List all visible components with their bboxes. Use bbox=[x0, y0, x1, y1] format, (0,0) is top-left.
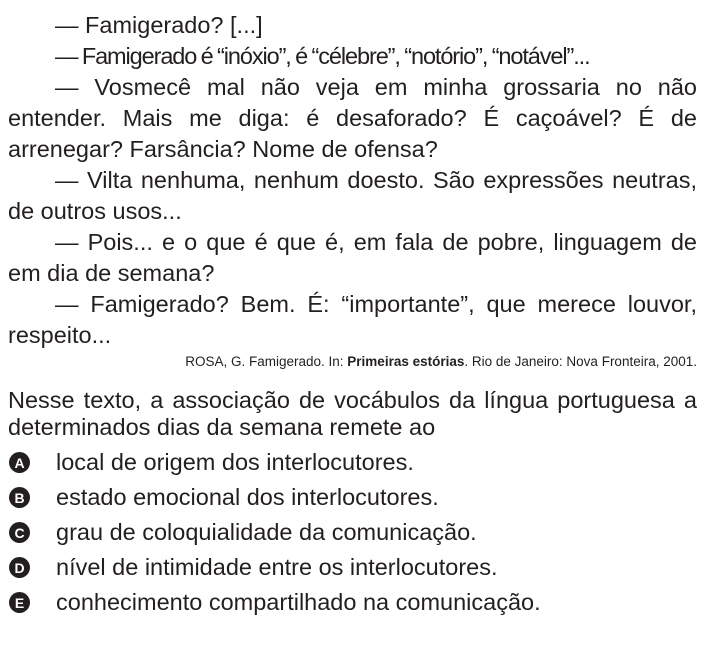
option-d-text: nível de intimidade entre os interlocutores. bbox=[56, 554, 498, 580]
excerpt-paragraph-3: — Vosmecê mal não veja em minha grossaria no não entender. Mais me diga: é desaforado? É caçoável? É de arrenegar? Farsância? Nome de ofensa? bbox=[8, 74, 697, 162]
option-e-letter-badge: E bbox=[9, 592, 30, 613]
option-e-text: conhecimento compartilhado na comunicação. bbox=[56, 589, 541, 615]
excerpt-paragraph-6: — Famigerado? Bem. É: “importante”, que merece louvor, respeito... bbox=[8, 291, 697, 348]
excerpt-paragraph-2: — Famigerado é “inóxio”, é “célebre”, “notório”, “notável”... bbox=[55, 43, 590, 69]
answer-options bbox=[8, 445, 697, 620]
option-b-letter-badge: B bbox=[9, 487, 30, 508]
option-c-letter-badge: C bbox=[9, 522, 30, 543]
excerpt-paragraph-5: — Pois... e o que é que é, em fala de pobre, linguagem de em dia de semana? bbox=[8, 229, 697, 286]
citation-author: ROSA, G. Famigerado. In: bbox=[185, 354, 348, 369]
option-a[interactable] bbox=[8, 445, 697, 480]
citation-book-title: Primeiras estórias bbox=[347, 354, 465, 369]
excerpt-paragraph-1: — Famigerado? [...] bbox=[55, 12, 263, 38]
literary-excerpt bbox=[8, 10, 697, 351]
option-d[interactable] bbox=[8, 550, 697, 585]
option-a-text: local de origem dos interlocutores. bbox=[56, 449, 414, 475]
option-b-text: estado emocional dos interlocutores. bbox=[56, 484, 439, 510]
citation-publisher: . Rio de Janeiro: Nova Fronteira, 2001. bbox=[464, 354, 697, 369]
question-stem: Nesse texto, a associação de vocábulos da língua portuguesa a determinados dias da semana remete ao bbox=[8, 387, 697, 440]
option-e[interactable] bbox=[8, 585, 697, 620]
option-c-text: grau de coloquialidade da comunicação. bbox=[56, 519, 477, 545]
option-a-letter-badge: A bbox=[9, 452, 30, 473]
source-citation bbox=[8, 351, 697, 373]
option-c[interactable] bbox=[8, 515, 697, 550]
excerpt-paragraph-4: — Vilta nenhuma, nenhum doesto. São expressões neutras, de outros usos... bbox=[8, 167, 697, 224]
option-b[interactable] bbox=[8, 480, 697, 515]
option-d-letter-badge: D bbox=[9, 557, 30, 578]
